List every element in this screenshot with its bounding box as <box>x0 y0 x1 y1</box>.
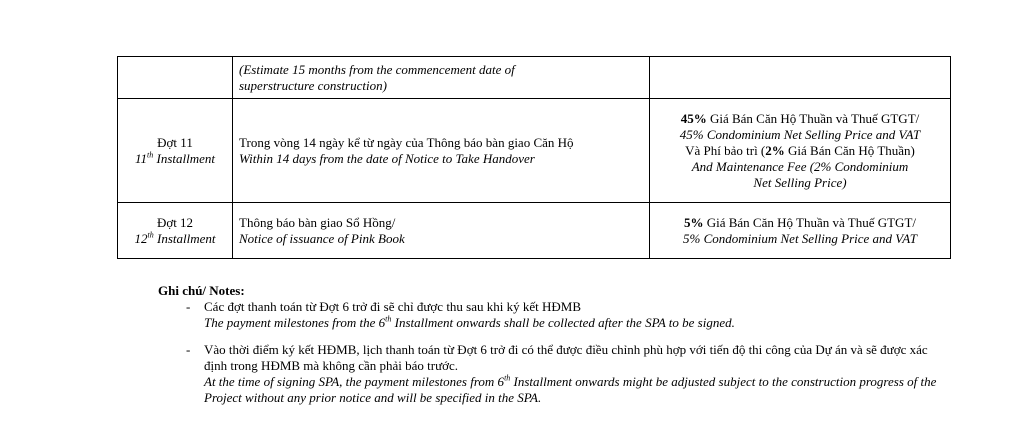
installment-cell <box>118 99 233 203</box>
installment-word: Installment <box>153 230 216 246</box>
table-row <box>118 57 951 99</box>
payment-desc: Giá Bán Căn Hộ Thuần và Thuế GTGT/ <box>703 214 917 230</box>
fee-desc: Giá Bán Căn Hộ Thuần) <box>784 142 915 158</box>
payment-schedule-table <box>117 56 951 259</box>
ordinal-suffix: th <box>147 150 154 160</box>
milestone-text: (Estimate 15 months from the commencement date of <box>239 61 515 77</box>
note-text-en <box>204 315 940 331</box>
installment-label-en <box>118 231 232 247</box>
installment-number: 11 <box>134 150 148 166</box>
payment-percent: 5% <box>683 214 704 230</box>
payment-cell <box>650 57 951 99</box>
bullet-dash: - <box>186 342 191 357</box>
note-item <box>158 342 940 406</box>
ordinal-suffix: th <box>147 230 154 240</box>
installment-number: 12 <box>134 230 148 246</box>
fee-text-vn <box>650 143 950 159</box>
note-text-en <box>204 374 940 406</box>
milestone-cell <box>233 203 650 259</box>
notes-section <box>158 283 940 406</box>
ordinal-suffix: th <box>504 373 511 383</box>
installment-label-vn: Đợt 12 <box>156 214 194 230</box>
payment-text-en: 5% Condominium Net Selling Price and VAT <box>683 230 917 246</box>
milestone-text-vn: Thông báo bàn giao Sổ Hồng/ <box>239 214 396 230</box>
payment-text-vn <box>650 111 950 127</box>
milestone-cell <box>233 57 650 99</box>
note-en-part: At the time of signing SPA, the payment milestones from 6 <box>204 374 505 389</box>
payment-cell <box>650 99 951 203</box>
note-text-vn: Vào thời điểm ký kết HĐMB, lịch thanh toán từ Đợt 6 trở đi có thể được điều chỉnh phù hợp với tiến độ thi công của Dự án và sẽ được xác định trong HĐMB mà không cần phải báo trước. <box>204 342 928 373</box>
installment-cell <box>118 57 233 99</box>
payment-cell <box>650 203 951 259</box>
ordinal-suffix: th <box>385 314 392 324</box>
payment-desc: Giá Bán Căn Hộ Thuần và Thuế GTGT/ <box>706 110 920 126</box>
bullet-dash: - <box>186 299 191 314</box>
fee-desc: Và Phí bảo trì ( <box>685 142 766 158</box>
milestone-text-en: Notice of issuance of Pink Book <box>239 230 405 246</box>
notes-title: Ghi chú/ Notes: <box>158 283 245 298</box>
installment-cell <box>118 203 233 259</box>
payment-percent: 45% <box>680 110 707 126</box>
installment-word: Installment <box>153 150 216 166</box>
fee-text-en: Net Selling Price) <box>753 174 847 190</box>
installment-label-en <box>118 151 232 167</box>
note-en-part: Installment onwards might be adjusted subject to the construction progress of the Project without any prior notice and will be specified in the SPA. <box>204 374 937 405</box>
fee-percent: 2% <box>765 142 785 158</box>
installment-label-vn: Đợt 11 <box>157 134 193 150</box>
note-item <box>158 299 940 331</box>
milestone-cell <box>233 99 650 203</box>
table-row <box>118 99 951 203</box>
note-en-part: The payment milestones from the 6 <box>204 315 386 330</box>
payment-text-en: 45% Condominium Net Selling Price and VAT <box>679 126 921 142</box>
fee-text-en: And Maintenance Fee (2% Condominium <box>691 158 909 174</box>
note-en-part: Installment onwards shall be collected after the SPA to be signed. <box>391 315 735 330</box>
milestone-text-vn: Trong vòng 14 ngày kể từ ngày của Thông báo bàn giao Căn Hộ <box>239 134 574 150</box>
payment-text-vn <box>650 215 950 231</box>
milestone-text-en: Within 14 days from the date of Notice to Take Handover <box>239 150 535 166</box>
milestone-text: superstructure construction) <box>239 77 387 93</box>
note-text-vn: Các đợt thanh toán từ Đợt 6 trở đi sẽ chỉ được thu sau khi ký kết HĐMB <box>204 299 582 314</box>
table-row <box>118 203 951 259</box>
